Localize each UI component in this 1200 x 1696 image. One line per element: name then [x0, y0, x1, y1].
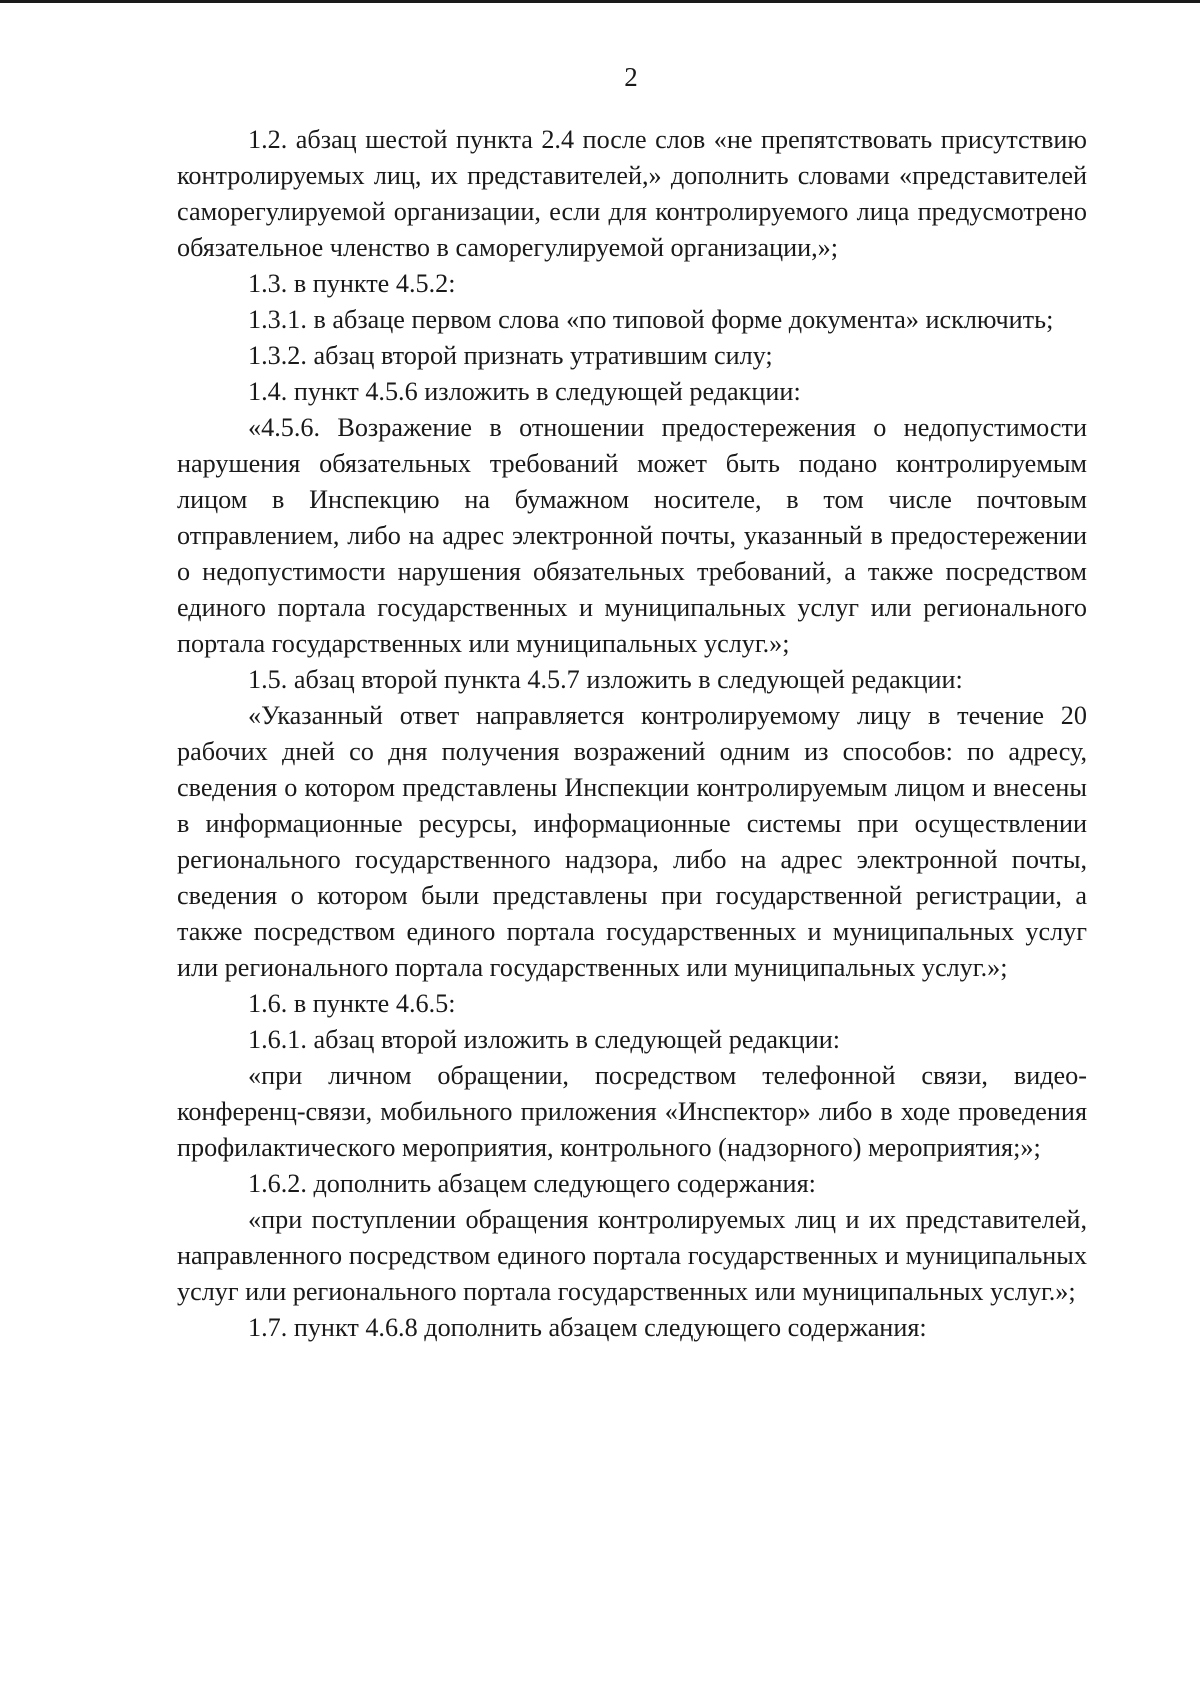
paragraph: «при поступлении обращения контролируемых лиц и их представителей, направленного посредством единого портала государственных и муниципальных услуг или регионального портала государственных или муниципальных услуг.»;	[177, 1205, 1087, 1306]
paragraph: 1.3. в пункте 4.5.2:	[248, 269, 456, 298]
paragraph: 1.6.1. абзац второй изложить в следующей редакции:	[248, 1025, 841, 1054]
paragraph: 1.6. в пункте 4.6.5:	[248, 989, 456, 1018]
page-number: 2	[624, 62, 638, 92]
paragraph: 1.5. абзац второй пункта 4.5.7 изложить в следующей редакции:	[248, 665, 963, 694]
paragraph: 1.3.1. в абзаце первом слова «по типовой форме документа» исключить;	[248, 305, 1054, 334]
paragraph: «при личном обращении, посредством телефонной связи, видео-конференц-связи, мобильного приложения «Инспектор» либо в ходе проведения профилактического мероприятия, контрольного (надзорного) мероприятия;»;	[177, 1061, 1087, 1162]
paragraph: 1.2. абзац шестой пункта 2.4 после слов «не препятствовать присутствию контролируемых лиц, их представителей,» дополнить словами «представителей саморегулируемой организации, если для контролируемого лица предусмотрено обязательное членство в саморегулируемой организации,»;	[177, 125, 1087, 262]
paragraph: «4.5.6. Возражение в отношении предостережения о недопустимости нарушения обязательных требований может быть подано контролируемым лицом в Инспекцию на бумажном носителе, в том числе почтовым отправлением, либо на адрес электронной почты, указанный в предостережении о недопустимости нарушения обязательных требований, а также посредством единого портала государственных и муниципальных услуг или регионального портала государственных или муниципальных услуг.»;	[177, 413, 1087, 658]
paragraph: «Указанный ответ направляется контролируемому лицу в течение 20 рабочих дней со дня получения возражений одним из способов: по адресу, сведения о котором представлены Инспекции контролируемым лицом и внесены в информационные ресурсы, информационные системы при осуществлении регионального государственного надзора, либо на адрес электронной почты, сведения о котором были представлены при государственной регистрации, а также посредством единого портала государственных и муниципальных услуг или регионального портала государственных или муниципальных услуг.»;	[177, 701, 1087, 982]
paragraph: 1.6.2. дополнить абзацем следующего содержания:	[248, 1169, 816, 1198]
paragraph: 1.3.2. абзац второй признать утратившим силу;	[248, 341, 773, 370]
document-body	[177, 122, 1087, 1346]
scan-top-edge	[0, 0, 1200, 3]
paragraph: 1.4. пункт 4.5.6 изложить в следующей редакции:	[248, 377, 801, 406]
paragraph: 1.7. пункт 4.6.8 дополнить абзацем следующего содержания:	[248, 1313, 927, 1342]
